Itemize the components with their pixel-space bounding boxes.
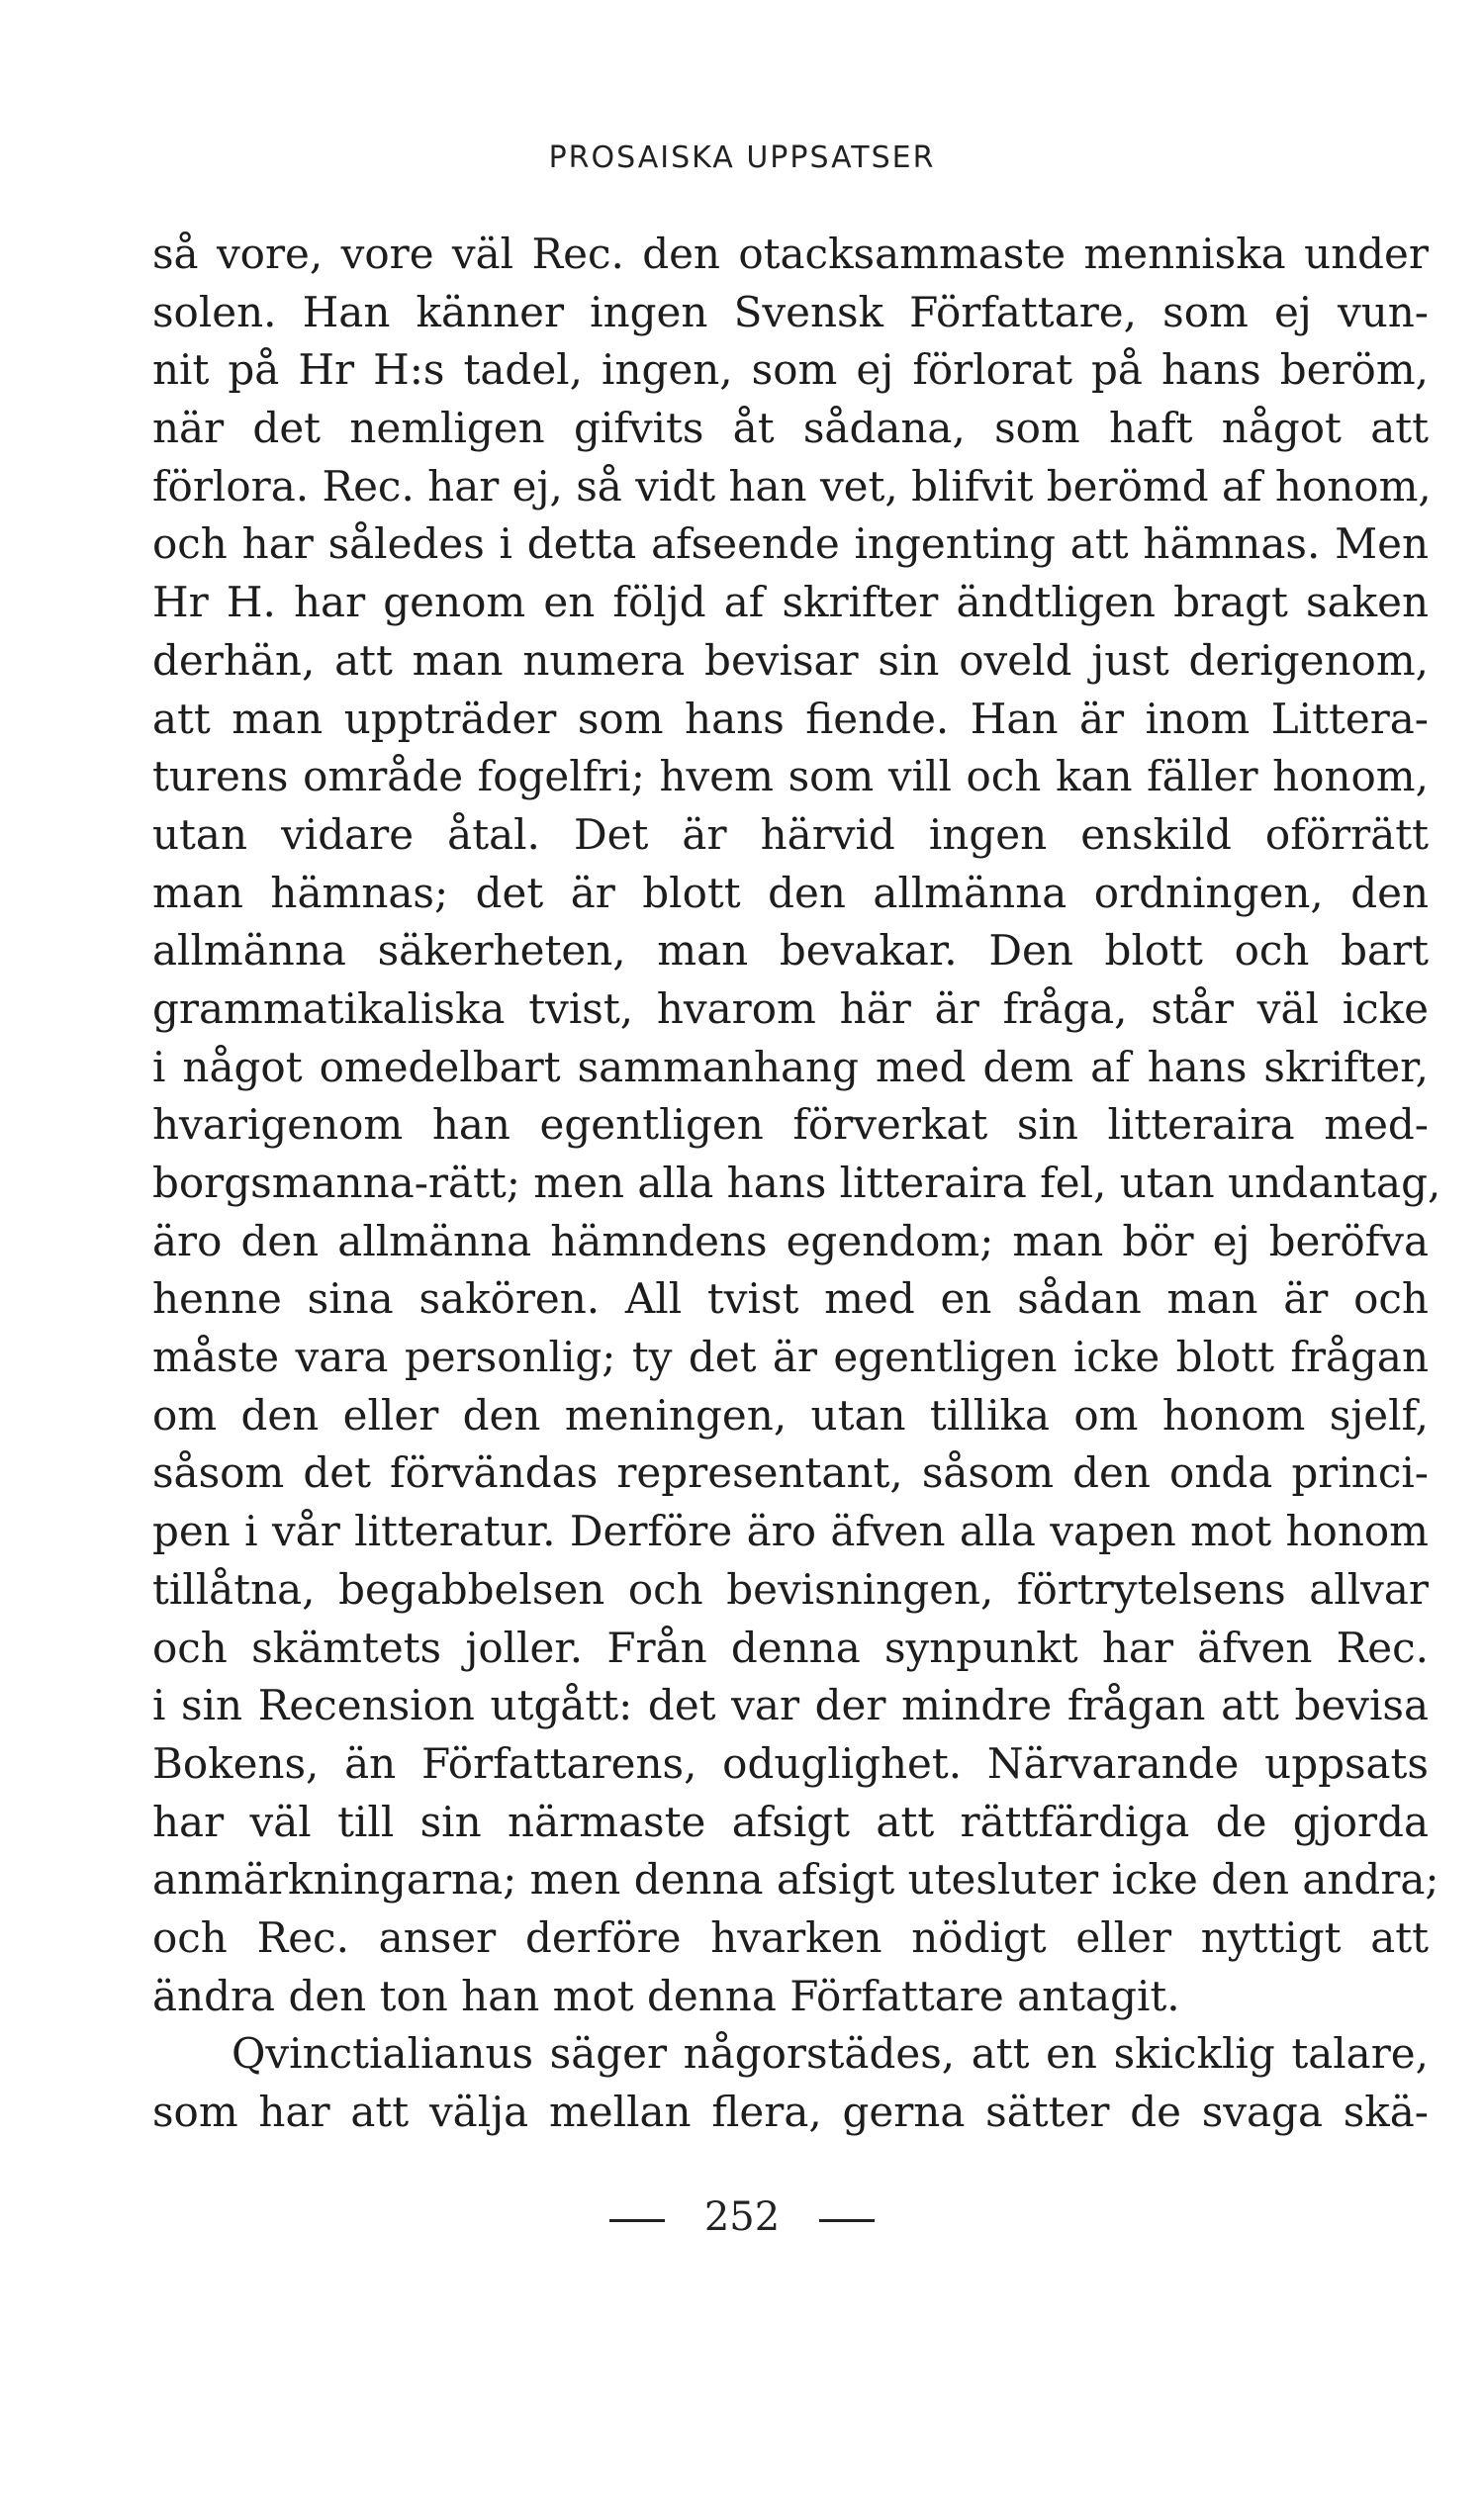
text-line: som har att välja mellan flera, gerna sätter de svaga skä- xyxy=(152,2088,1429,2136)
running-title: PROSAISKA UPPSATSER xyxy=(548,140,936,175)
text-line: såsom det förvändas representant, såsom den onda princi- xyxy=(152,1448,1429,1498)
text-line: allmänna säkerheten, man bevakar. Den blott och bart xyxy=(152,926,1429,976)
text-line: nit på Hr H:s tadel, ingen, som ej förlorat på hans beröm, xyxy=(152,345,1429,395)
page-number-footer xyxy=(0,2194,1484,2240)
text-line: att man uppträder som hans fiende. Han är inom Littera- xyxy=(152,694,1429,743)
text-line: man hämnas; det är blott den allmänna ordningen, den xyxy=(152,868,1429,917)
page-number: 252 xyxy=(703,2194,781,2240)
text-line: anmärkningarna; men denna afsigt utesluter icke den andra; xyxy=(152,1855,1439,1905)
left-dash xyxy=(609,2219,665,2222)
text-line: hvarigenom han egentligen förverkat sin litteraira med- xyxy=(152,1100,1429,1150)
text-line: och har således i detta afseende ingenting att hämnas. Men xyxy=(152,519,1429,569)
text-line: så vore, vore väl Rec. den otacksammaste menniska under xyxy=(152,230,1429,278)
text-line: Bokens, än Författarens, oduglighet. Närvarande uppsats xyxy=(152,1738,1429,1788)
text-line: och Rec. anser derföre hvarken nödigt eller nyttigt att xyxy=(152,1912,1429,1962)
text-line: henne sina sakören. All tvist med en sådan man är och xyxy=(152,1274,1429,1324)
text-line: när det nemligen gifvits åt sådana, som haft något att xyxy=(152,404,1429,453)
body-text xyxy=(152,226,1441,2142)
text-line: Qvinctialianus säger någorstädes, att en skicklig talare, xyxy=(232,2029,1429,2079)
text-line: pen i vår litteratur. Derföre äro äfven alla vapen mot honom xyxy=(152,1507,1429,1556)
text-line: måste vara personlig; ty det är egentligen icke blott frågan xyxy=(152,1333,1429,1382)
right-dash xyxy=(819,2219,875,2222)
text-line: derhän, att man numera bevisar sin oveld just derigenom, xyxy=(152,635,1429,685)
text-line: i något omedelbart sammanhang med dem af hans skrifter, xyxy=(152,1042,1429,1091)
text-line: turens område fogelfri; hvem som vill och kan fäller honom, xyxy=(152,752,1429,801)
text-line: solen. Han känner ingen Svensk Författare, som ej vun- xyxy=(152,287,1429,336)
text-line: i sin Recension utgått: det var der mindre frågan att bevisa xyxy=(152,1681,1429,1730)
text-line: om den eller den meningen, utan tillika om honom sjelf, xyxy=(152,1390,1429,1440)
text-line: och skämtets joller. Från denna synpunkt har äfven Rec. xyxy=(152,1623,1429,1672)
text-line: har väl till sin närmaste afsigt att rättfärdiga de gjorda xyxy=(152,1797,1429,1846)
text-line: borgsmanna-rätt; men alla hans litteraira fel, utan undantag, xyxy=(152,1159,1441,1207)
text-line: Hr H. har genom en följd af skrifter ändtligen bragt saken xyxy=(152,578,1429,627)
text-line: utan vidare åtal. Det är härvid ingen enskild oförrätt xyxy=(152,809,1429,859)
text-line: tillåtna, begabbelsen och bevisningen, förtrytelsens allvar xyxy=(152,1564,1429,1614)
text-line: ändra den ton han mot denna Författare antagit. xyxy=(152,1971,1180,2020)
text-line: grammatikaliska tvist, hvarom här är fråga, står väl icke xyxy=(152,983,1429,1033)
text-line: förlora. Rec. har ej, så vidt han vet, blifvit berömd af honom, xyxy=(152,461,1432,511)
text-line: äro den allmänna hämndens egendom; man bör ej beröfva xyxy=(152,1216,1429,1265)
